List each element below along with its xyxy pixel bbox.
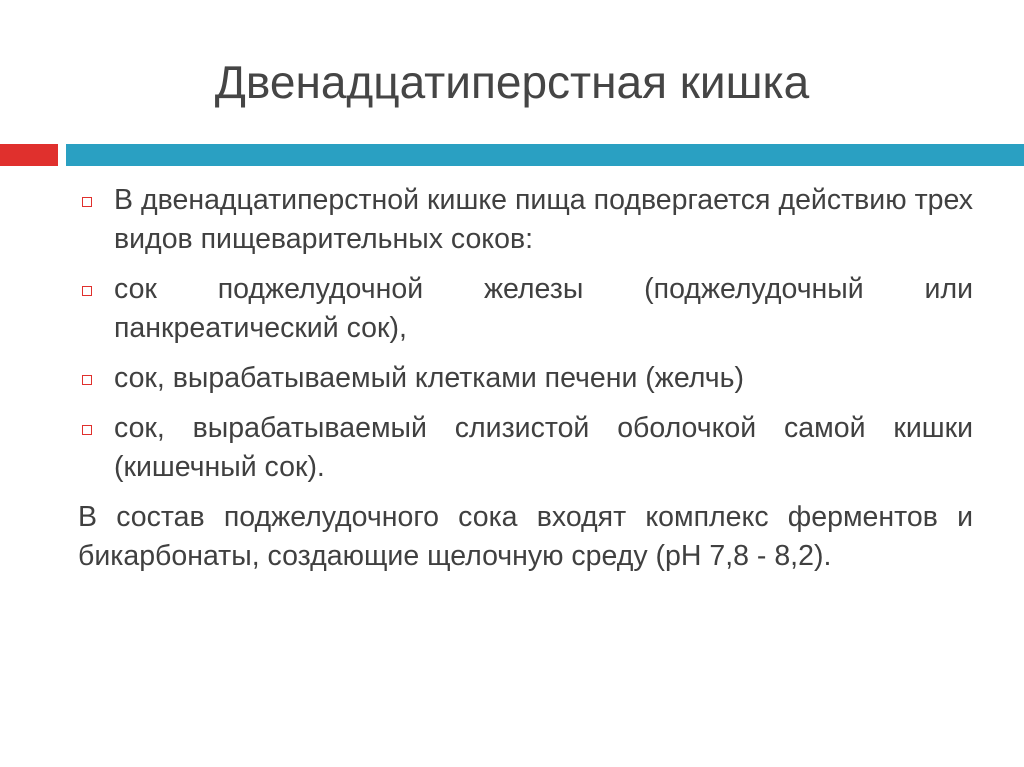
bullet-item (78, 270, 973, 348)
bullet-item (78, 409, 973, 487)
bullet-text: сок поджелудочной железы (поджелудочный или панкреатический сок), (114, 273, 973, 344)
slide-title: Двенадцатиперстная кишка (214, 56, 810, 108)
square-bullet-icon (82, 197, 92, 207)
bullet-text: сок, вырабатываемый клетками печени (желчь) (114, 362, 744, 394)
slide-content (78, 181, 973, 576)
square-bullet-icon (82, 425, 92, 435)
bullet-text: В двенадцатиперстной кишке пища подвергается действию трех видов пищеварительных соков: (114, 184, 973, 255)
square-bullet-icon (82, 375, 92, 385)
summary-paragraph: В состав поджелудочного сока входят комплекс ферментов и бикарбонаты, создающие щелочную среду (pH 7,8 - 8,2). (78, 501, 973, 572)
square-bullet-icon (82, 286, 92, 296)
bullet-text: сок, вырабатываемый слизистой оболочкой самой кишки (кишечный сок). (114, 412, 973, 483)
title-bar-teal-accent (66, 144, 1024, 166)
bullet-item (78, 359, 973, 398)
title-bar-red-accent (0, 144, 58, 166)
bullet-item (78, 181, 973, 259)
